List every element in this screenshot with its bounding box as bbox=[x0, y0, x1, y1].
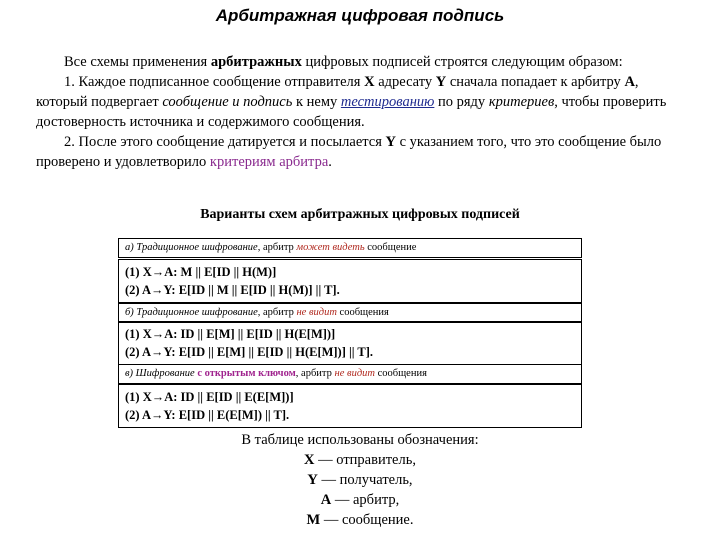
scheme-a-line-2: (2) A→Y: E[ID || M || E[ID || H(M)] || T]. bbox=[125, 283, 340, 297]
scheme-b-formula-box bbox=[118, 321, 582, 365]
scheme-b-line-1: (1) X→A: ID || E[M] || E[ID || H(E[M])] bbox=[125, 327, 336, 341]
intro-paragraph-1: Все схемы применения арбитражных цифровых подписей строятся следующим образом: bbox=[64, 54, 623, 70]
intro-paragraph-3: 2. После этого сообщение датируется и посылается Y с указанием того, что это сообщение было проверено и удовлетворило критериям арбитра. bbox=[36, 134, 662, 170]
testing-link[interactable]: тестированию bbox=[340, 94, 435, 110]
intro-paragraph-2: 1. Каждое подписанное сообщение отправителя X адресату Y сначала попадает к арбитру A, который подвергает сообщение и подпись к нему тестированию по ряду критериев, чтобы проверить достоверность источника и содержимого сообщения. bbox=[36, 74, 667, 130]
scheme-c-line-1: (1) X→A: ID || E[ID || E(E[M])] bbox=[125, 390, 294, 404]
legend-y: Y — получатель, bbox=[307, 472, 413, 488]
intro-text bbox=[36, 52, 686, 172]
scheme-b-caption-box bbox=[118, 303, 582, 323]
scheme-c-caption: в) Шифрование с открытым ключом, арбитр не видит сообщения bbox=[125, 368, 427, 379]
page-title: Арбитражная цифровая подпись bbox=[215, 6, 505, 25]
legend-x: X — отправитель, bbox=[304, 452, 416, 468]
scheme-b-formulas bbox=[119, 322, 581, 364]
legend-a: A — арбитр, bbox=[320, 492, 400, 508]
legend-m: M — сообщение. bbox=[306, 512, 414, 528]
scheme-c-line-2: (2) A→Y: E[ID || E(E[M]) || T]. bbox=[125, 408, 290, 422]
scheme-c-caption-box bbox=[118, 364, 582, 384]
scheme-a-caption-box bbox=[118, 238, 582, 258]
variants-heading: Варианты схем арбитражных цифровых подписей bbox=[200, 207, 520, 222]
legend-heading: В таблице использованы обозначения: bbox=[241, 432, 479, 448]
notation-legend bbox=[0, 430, 720, 530]
scheme-c-formula-box bbox=[118, 384, 582, 428]
scheme-b-caption: б) Традиционное шифрование, арбитр не видит сообщения bbox=[125, 307, 389, 318]
scheme-c-formulas bbox=[119, 385, 581, 427]
scheme-a-formulas bbox=[119, 260, 581, 302]
scheme-a-caption: а) Традиционное шифрование, арбитр может видеть сообщение bbox=[125, 242, 417, 253]
scheme-b-line-2: (2) A→Y: E[ID || E[M] || E[ID || H(E[M])] || T]. bbox=[125, 345, 374, 359]
scheme-a-formula-box bbox=[118, 259, 582, 303]
scheme-a-line-1: (1) X→A: M || E[ID || H(M)] bbox=[125, 265, 277, 279]
